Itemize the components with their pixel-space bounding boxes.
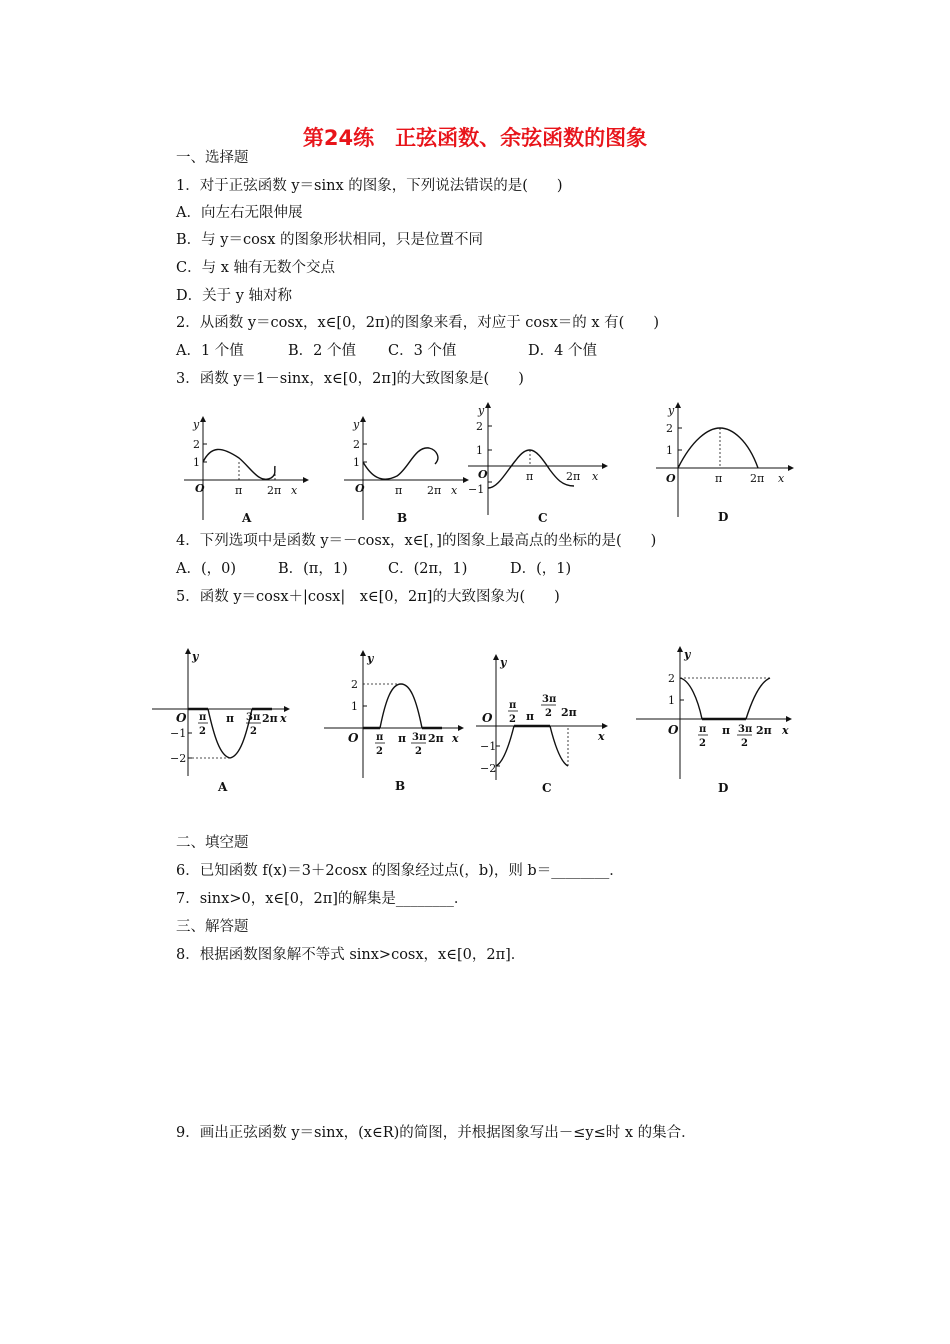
axis-label: y xyxy=(668,404,675,417)
tick-label: π xyxy=(722,724,731,737)
q2-option-a: A．1 个值 xyxy=(176,343,244,359)
origin-label: O xyxy=(482,711,493,725)
q4-option-d: D．(，1) xyxy=(510,561,572,577)
tick-label: π xyxy=(715,472,723,485)
tick-label: 3π xyxy=(246,712,261,723)
tick-label: π xyxy=(226,712,235,725)
tick-label: 2π xyxy=(267,484,282,497)
axis-label: y xyxy=(192,650,199,663)
tick-label: 2 xyxy=(668,672,675,685)
tick-label: 2π xyxy=(750,472,765,485)
tick-label: −1 xyxy=(468,483,485,496)
tick-label: 2 xyxy=(353,438,360,451)
tick-label: 2 xyxy=(415,746,422,757)
axis-label: y xyxy=(684,648,691,661)
q4-stem: 4．下列选项中是函数 y＝－cosx，x∈[，]的图象上最高点的坐标的是( ) xyxy=(176,533,657,549)
axis-label: x xyxy=(280,712,287,725)
tick-label: π xyxy=(398,732,407,745)
tick-label: 1 xyxy=(476,444,483,457)
tick-label: 2 xyxy=(376,746,383,757)
axis-label: y xyxy=(367,652,374,665)
axis-label: x xyxy=(782,724,789,737)
q9-stem: 9．画出正弦函数 y＝sinx，(x∈R)的简图，并根据图象写出－≤y≤时 x 的集合． xyxy=(176,1125,696,1141)
tick-label: π xyxy=(526,710,535,723)
q5-graph-b xyxy=(320,648,470,798)
graph-caption: B xyxy=(395,779,406,793)
q4-options xyxy=(176,559,571,579)
tick-label: 2 xyxy=(199,726,206,737)
tick-label: 2π xyxy=(561,706,577,719)
tick-label: 1 xyxy=(666,444,673,457)
tick-label: 2π xyxy=(566,470,581,483)
tick-label: 2π xyxy=(427,484,442,497)
q1-stem: 1．对于正弦函数 y＝sinx 的图象，下列说法错误的是( ) xyxy=(176,178,563,194)
axis-label: y xyxy=(353,418,360,431)
tick-label: 2 xyxy=(699,738,706,749)
q2-stem: 2．从函数 y＝cosx，x∈[0，2π)的图象来看，对应于 cosx＝的 x 有( ) xyxy=(176,315,659,331)
graph-caption: D xyxy=(718,781,729,795)
curve xyxy=(380,684,422,728)
tick-label: π xyxy=(199,712,207,723)
section-fill: 二、填空题 xyxy=(176,835,249,851)
q8-stem: 8．根据函数图象解不等式 sinx>cosx，x∈[0，2π]． xyxy=(176,947,526,963)
tick-label: π xyxy=(699,724,707,735)
section-solve: 三、解答题 xyxy=(176,919,249,935)
axis-label: y xyxy=(500,656,507,669)
tick-label: 2π xyxy=(756,724,772,737)
q3-stem: 3．函数 y＝1－sinx，x∈[0，2π]的大致图象是( ) xyxy=(176,371,524,387)
tick-label: 1 xyxy=(353,456,360,469)
tick-label: 2 xyxy=(351,678,358,691)
q3-graph-d xyxy=(652,400,802,525)
axis-label: x xyxy=(452,732,459,745)
q7-stem: 7．sinx>0，x∈[0，2π]的解集是________． xyxy=(176,891,469,907)
tick-label: π xyxy=(509,700,517,711)
tick-label: π xyxy=(395,484,403,497)
origin-label: O xyxy=(355,482,365,495)
origin-label: O xyxy=(668,723,679,737)
axis-label: y xyxy=(478,404,485,417)
q5-graph-d xyxy=(634,644,794,794)
q2-option-b: B．2 个值 xyxy=(288,343,356,359)
q1-option-a: A．向左右无限伸展 xyxy=(176,205,303,221)
curve xyxy=(678,428,758,468)
q5-graph-a xyxy=(150,646,300,796)
origin-label: O xyxy=(176,711,187,725)
page-title: 第24练 正弦函数、余弦函数的图象 xyxy=(302,126,648,150)
tick-label: −2 xyxy=(170,752,187,765)
tick-label: 2π xyxy=(428,732,444,745)
axis-label: y xyxy=(193,418,200,431)
curve xyxy=(680,678,702,719)
tick-label: 1 xyxy=(351,700,358,713)
axis-label: x xyxy=(451,484,458,497)
tick-label: −1 xyxy=(480,740,497,753)
q4-option-c: C．(2π，1) xyxy=(388,561,468,577)
graph-caption: A xyxy=(218,780,228,794)
q1-option-b: B．与 y＝cosx 的图象形状相同，只是位置不同 xyxy=(176,232,484,248)
tick-label: π xyxy=(235,484,243,497)
q2-options xyxy=(176,341,597,361)
axis-label: x xyxy=(598,730,605,743)
tick-label: −1 xyxy=(170,727,187,740)
tick-label: 1 xyxy=(193,456,200,469)
origin-label: O xyxy=(195,482,205,495)
q4-option-a: A．(，0) xyxy=(176,561,237,577)
tick-label: 2 xyxy=(250,726,257,737)
section-choice: 一、选择题 xyxy=(176,150,249,166)
q1-option-c: C．与 x 轴有无数个交点 xyxy=(176,260,335,276)
tick-label: 2 xyxy=(509,714,516,725)
q5-stem: 5．函数 y＝cosx＋|cosx| x∈[0，2π]的大致图象为( ) xyxy=(176,589,560,605)
axis-label: x xyxy=(291,484,298,497)
q2-option-c: C．3 个值 xyxy=(388,343,457,359)
graph-caption: D xyxy=(718,510,729,524)
tick-label: 2π xyxy=(262,712,278,725)
q1-option-d: D．关于 y 轴对称 xyxy=(176,288,293,304)
origin-label: O xyxy=(666,472,676,485)
q5-graph-c xyxy=(470,652,620,802)
tick-label: 2 xyxy=(545,708,552,719)
origin-label: O xyxy=(348,731,359,745)
q4-option-b: B．(π，1) xyxy=(278,561,348,577)
tick-label: 3π xyxy=(738,724,753,735)
graph-caption: C xyxy=(542,781,552,795)
tick-label: −2 xyxy=(480,762,497,775)
q3-graph-c xyxy=(462,400,612,525)
graph-caption: A xyxy=(242,511,252,525)
q3-graph-a xyxy=(181,414,311,524)
graph-caption: B xyxy=(397,511,408,525)
tick-label: π xyxy=(526,470,534,483)
curve xyxy=(363,448,438,479)
axis-label: x xyxy=(778,472,785,485)
tick-label: π xyxy=(376,732,384,743)
q3-graph-b xyxy=(341,414,471,524)
q2-option-d: D．4 个值 xyxy=(528,343,597,359)
tick-label: 3π xyxy=(542,694,557,705)
q6-stem: 6．已知函数 f(x)＝3＋2cosx 的图象经过点(，b)，则 b＝________． xyxy=(176,863,624,879)
tick-label: 2 xyxy=(193,438,200,451)
tick-label: 2 xyxy=(476,420,483,433)
graph-caption: C xyxy=(538,511,548,525)
origin-label: O xyxy=(478,468,488,481)
tick-label: 2 xyxy=(666,422,673,435)
tick-label: 3π xyxy=(412,732,427,743)
axis-label: x xyxy=(592,470,599,483)
tick-label: 2 xyxy=(741,738,748,749)
tick-label: 1 xyxy=(668,694,675,707)
